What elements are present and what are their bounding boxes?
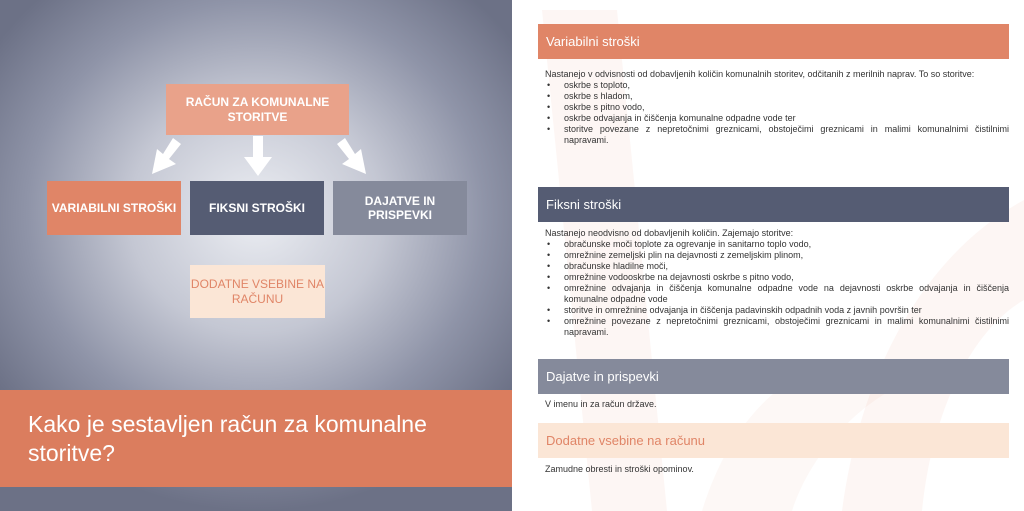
list-item bbox=[545, 102, 1009, 113]
fixed-costs-box: FIKSNI STROŠKI bbox=[190, 181, 324, 235]
arrow-down-left-icon bbox=[148, 136, 188, 178]
list-item-text: oskrbe s pitno vodo, bbox=[564, 102, 645, 112]
fixed-costs-text bbox=[545, 228, 1009, 338]
list-item-text: oskrbe s toploto, bbox=[564, 80, 631, 90]
invoice-box: RAČUN ZA KOMUNALNE STORITVE bbox=[166, 84, 349, 135]
variable-costs-box: VARIABILNI STROŠKI bbox=[47, 181, 181, 235]
additional-content-text bbox=[545, 464, 1009, 475]
list-item-text: omrežnine vodooskrbe na dejavnosti oskrbe s pitno vodo, bbox=[564, 272, 794, 282]
list-item bbox=[545, 124, 1009, 146]
arrow-down-icon bbox=[243, 136, 273, 178]
bullet-icon: • bbox=[547, 80, 551, 90]
fixed-costs-heading: Fiksni stroški bbox=[538, 187, 1009, 222]
banner-title: Kako je sestavljen račun za komunalne storitve? bbox=[28, 411, 427, 466]
levies-heading: Dajatve in prispevki bbox=[538, 359, 1009, 394]
list-item-text: oskrbe odvajanja in čiščenja komunalne odpadne vode ter bbox=[564, 113, 796, 123]
list-item-text: storitve povezane z nepretočnimi greznicami, obstoječimi greznicami in malimi komunalnimi čistilnimi napravami. bbox=[564, 124, 1009, 145]
additional-content-heading: Dodatne vsebine na računu bbox=[538, 423, 1009, 458]
additional-content-paragraph: Zamudne obresti in stroški opominov. bbox=[545, 464, 694, 474]
list-item bbox=[545, 250, 1009, 261]
levies-text bbox=[545, 399, 1009, 410]
list-item-text: obračunske hladilne moči, bbox=[564, 261, 669, 271]
bullet-icon: • bbox=[547, 113, 551, 123]
bullet-icon: • bbox=[547, 239, 551, 249]
list-item bbox=[545, 272, 1009, 283]
additional-content-box: DODATNE VSEBINE NA RAČUNU bbox=[190, 265, 325, 318]
list-item bbox=[545, 261, 1009, 272]
details-panel bbox=[512, 0, 1024, 511]
list-item bbox=[545, 91, 1009, 102]
fixed-costs-list bbox=[545, 239, 1009, 338]
list-item-text: omrežnine odvajanja in čiščenja komunalne odpadne vode na dejavnosti oskrbe odvajanja in čiščenja komunalne odpadne vode bbox=[564, 283, 1009, 304]
levies-paragraph: V imenu in za račun države. bbox=[545, 399, 657, 409]
bullet-icon: • bbox=[547, 102, 551, 112]
variable-costs-text bbox=[545, 69, 1009, 146]
bullet-icon: • bbox=[547, 124, 551, 134]
bullet-icon: • bbox=[547, 250, 551, 260]
levies-box: DAJATVE IN PRISPEVKI bbox=[333, 181, 467, 235]
title-banner bbox=[0, 390, 512, 487]
list-item-text: obračunske moči toplote za ogrevanje in sanitarno toplo vodo, bbox=[564, 239, 812, 249]
list-item-text: oskrbe s hladom, bbox=[564, 91, 633, 101]
list-item bbox=[545, 239, 1009, 250]
bullet-icon: • bbox=[547, 316, 551, 326]
variable-costs-intro: Nastanejo v odvisnosti od dobavljenih količin komunalnih storitev, odčitanih z merilnih naprav. To so storitve: bbox=[545, 69, 975, 79]
bullet-icon: • bbox=[547, 91, 551, 101]
list-item bbox=[545, 80, 1009, 91]
list-item bbox=[545, 283, 1009, 305]
list-item-text: omrežnine zemeljski plin na dejavnosti z zemeljskim plinom, bbox=[564, 250, 804, 260]
bullet-icon: • bbox=[547, 305, 551, 315]
list-item-text: storitve in omrežnine odvajanja in čiščenja padavinskih odpadnih voda z javnih površin ter bbox=[564, 305, 922, 315]
list-item-text: omrežnine povezane z nepretočnimi greznicami, obstoječimi greznicami in malimi komunalnimi čistilnimi napravami. bbox=[564, 316, 1009, 337]
bullet-icon: • bbox=[547, 283, 551, 293]
list-item bbox=[545, 113, 1009, 124]
variable-costs-list bbox=[545, 80, 1009, 146]
bullet-icon: • bbox=[547, 272, 551, 282]
variable-costs-heading: Variabilni stroški bbox=[538, 24, 1009, 59]
fixed-costs-intro: Nastanejo neodvisno od dobavljenih količin. Zajemajo storitve: bbox=[545, 228, 794, 238]
arrow-down-right-icon bbox=[330, 136, 370, 178]
bullet-icon: • bbox=[547, 261, 551, 271]
list-item bbox=[545, 305, 1009, 316]
list-item bbox=[545, 316, 1009, 338]
